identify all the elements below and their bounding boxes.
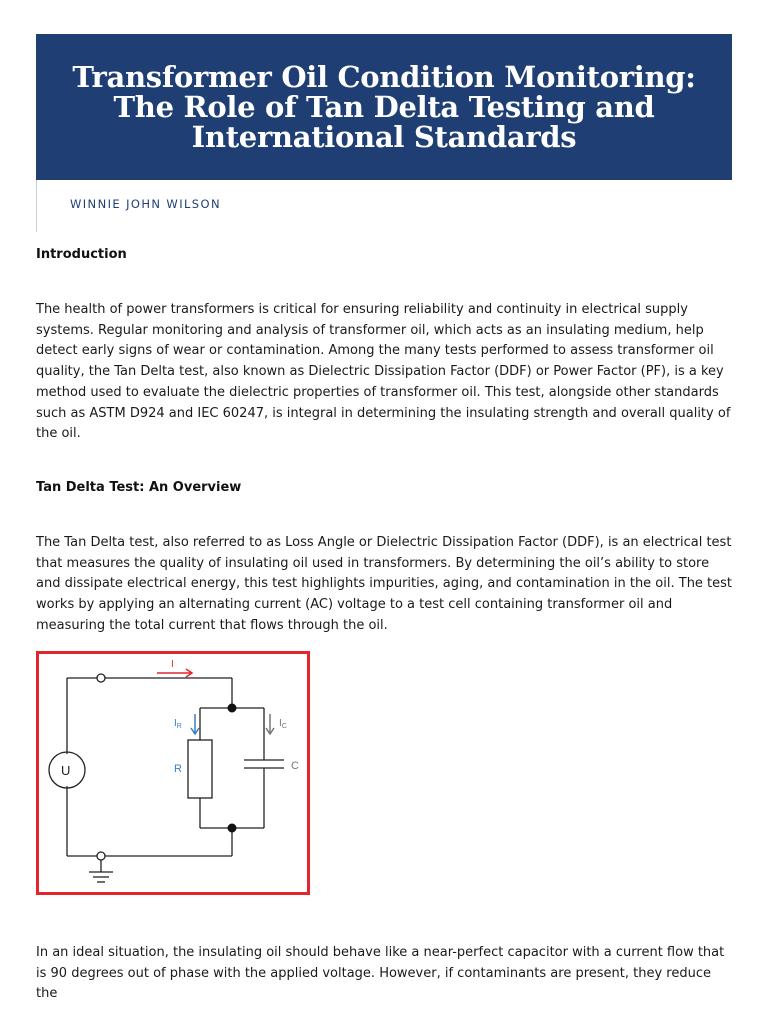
current-arrow-icon: [157, 669, 192, 677]
resistor-symbol: [188, 740, 212, 798]
byline-divider: [36, 180, 37, 232]
section-heading-introduction: Introduction: [36, 247, 127, 262]
resistor-current-label: $I_R$: [174, 718, 182, 730]
circuit-diagram-figure: [36, 651, 310, 895]
current-label: I: [171, 659, 174, 670]
capacitor-label: C: [291, 760, 299, 772]
ideal-situation-paragraph: In an ideal situation, the insulating oil should behave like a near-perfect capacitor with a current flow that is 90 degrees out of phase with the applied voltage. However, if contaminants are present, they reduce the: [36, 945, 725, 1002]
junction-dot: [228, 704, 237, 713]
resistor-label: R: [174, 763, 182, 775]
title-banner: [36, 34, 732, 180]
capacitor-current-label: $I_C$: [279, 718, 287, 730]
capacitor-current-arrow-icon: [266, 714, 274, 734]
terminal: [97, 674, 105, 682]
author-name: WINNIE JOHN WILSON: [70, 197, 221, 211]
circuit-diagram: [39, 654, 307, 892]
terminal: [97, 852, 105, 860]
resistor-current-arrow-icon: [191, 714, 199, 734]
source-label: U: [61, 763, 71, 778]
junction-dot: [228, 824, 237, 833]
intro-paragraph: The health of power transformers is critical for ensuring reliability and continuity in electrical supply systems. Regular monitoring and analysis of transformer oil, which acts as an insulating medium, help detect early signs of wear or contamination. Among the many tests performed to assess transformer oil quality, the Tan Delta test, also known as Dielectric Dissipation Factor (DDF) or Power Factor (PF), is a key method used to evaluate the dielectric properties of transformer oil. This test, alongside other standards such as ASTM D924 and IEC 60247, is integral in determining the insulating strength and overall quality of the oil.: [36, 302, 731, 442]
overview-paragraph: The Tan Delta test, also referred to as Loss Angle or Dielectric Dissipation Factor (DDF), is an electrical test that measures the quality of insulating oil used in transformers. By determining the oil’s ability to store and dissipate electrical energy, this test highlights impurities, aging, and contamination in the oil. The test works by applying an alternating current (AC) voltage to a test cell containing transformer oil and measuring the total current that flows through the oil.: [36, 535, 733, 633]
section-heading-overview: Tan Delta Test: An Overview: [36, 480, 242, 495]
page-title: Transformer Oil Condition Monitoring: The Role of Tan Delta Testing and International Standards: [72, 60, 696, 154]
